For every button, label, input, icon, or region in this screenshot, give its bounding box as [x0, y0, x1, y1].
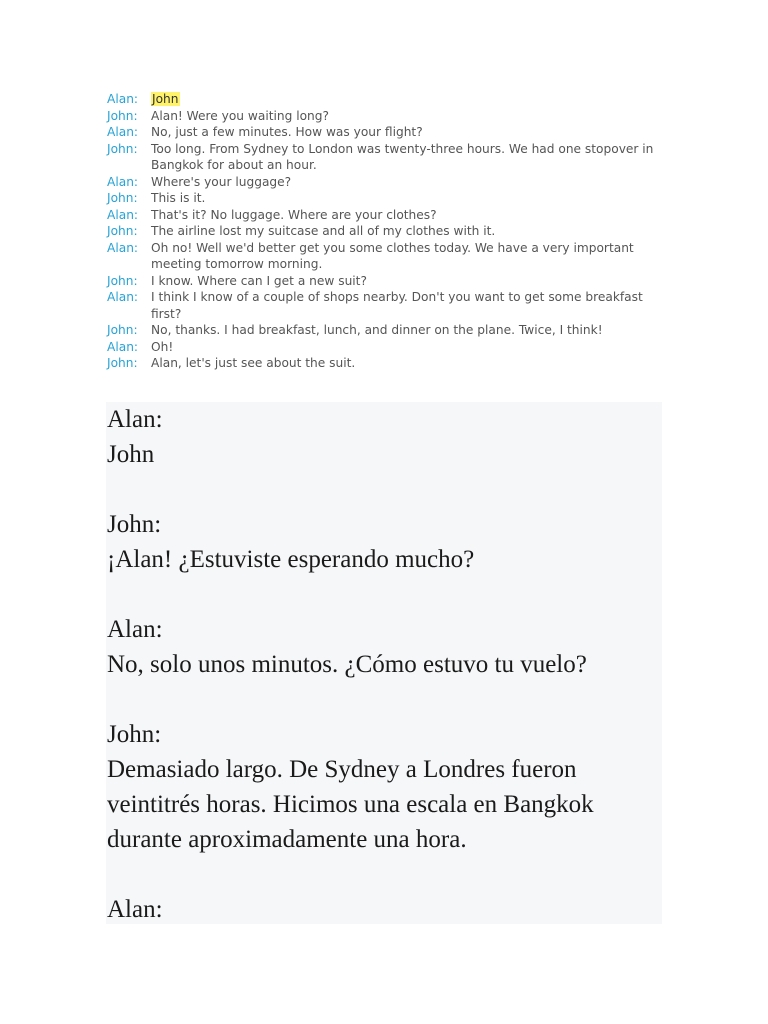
dialogue-text: I think I know of a couple of shops nearby. Don't you want to get some breakfast first? — [151, 290, 643, 321]
translation-speaker: Alan: — [107, 616, 163, 643]
speaker-label: John: — [107, 273, 138, 288]
dialogue-text: The airline lost my suitcase and all of my clothes with it. — [151, 224, 496, 238]
translation-panel — [106, 402, 662, 924]
translation-text: John — [107, 441, 155, 468]
dialogue-text: Oh no! Well we'd better get you some clothes today. We have a very important meeting tomorrow morning. — [151, 240, 634, 271]
highlighted-word[interactable]: John — [152, 92, 179, 106]
translation-speaker: Alan: — [107, 406, 163, 433]
dialogue-line — [107, 289, 667, 322]
dialogue-line — [107, 207, 667, 224]
translation-text: Demasiado largo. De Sydney a Londres fueron veintitrés horas. Hicimos una escala en Bangkok durante aproximadamente una hora. — [107, 756, 594, 853]
dialogue-text: I know. Where can I get a new suit? — [151, 273, 367, 288]
dialogue-text: Alan, let's just see about the suit. — [151, 356, 356, 370]
translation-entry — [107, 507, 660, 577]
dialogue-line — [107, 322, 667, 339]
dialogue-text: Alan! Were you waiting long? — [151, 108, 329, 123]
speaker-label: John: — [107, 191, 138, 205]
dialogue-text — [151, 91, 667, 108]
dialogue-text: No, thanks. I had breakfast, lunch, and dinner on the plane. Twice, I think! — [151, 323, 603, 337]
speaker-label: Alan: — [107, 339, 139, 354]
dialogue-text: Where's your luggage? — [151, 174, 292, 189]
dialogue-line — [107, 190, 667, 207]
speaker-label: Alan: — [107, 240, 139, 255]
speaker-label: John: — [107, 224, 138, 238]
speaker-label: Alan: — [107, 207, 139, 222]
dialogue-line — [107, 240, 667, 273]
dialogue-line — [107, 174, 667, 191]
translation-entry — [107, 402, 660, 472]
dialogue-line — [107, 141, 667, 174]
speaker-label: John: — [107, 323, 138, 337]
translation-text: No, solo unos minutos. ¿Cómo estuvo tu vuelo? — [107, 651, 587, 678]
translation-entry — [107, 717, 660, 857]
speaker-label: Alan: — [107, 92, 139, 106]
dialogue-line — [107, 91, 667, 108]
dialogue-line — [107, 223, 667, 240]
dialogue-line — [107, 273, 667, 290]
translation-entry — [107, 612, 660, 682]
dialogue-text: Oh! — [151, 339, 174, 354]
dialogue-text: That's it? No luggage. Where are your clothes? — [151, 207, 437, 222]
speaker-label: John: — [107, 141, 138, 156]
speaker-label: John: — [107, 356, 138, 370]
dialogue-line — [107, 355, 667, 372]
dialogue-text: No, just a few minutes. How was your flight? — [151, 125, 423, 139]
english-dialogue — [107, 91, 667, 372]
speaker-label: John: — [107, 108, 138, 123]
speaker-label: Alan: — [107, 174, 139, 189]
translation-text: ¡Alan! ¿Estuviste esperando mucho? — [107, 546, 475, 573]
dialogue-text: Too long. From Sydney to London was twenty-three hours. We had one stopover in Bangkok for about an hour. — [151, 141, 654, 172]
dialogue-line — [107, 339, 667, 356]
translation-speaker: John: — [107, 721, 162, 748]
dialogue-text: This is it. — [151, 191, 206, 205]
dialogue-line — [107, 108, 667, 125]
translation-entry — [107, 892, 660, 924]
dialogue-line — [107, 124, 667, 141]
speaker-label: Alan: — [107, 290, 139, 304]
speaker-label: Alan: — [107, 125, 139, 139]
translation-speaker: John: — [107, 511, 162, 538]
translation-speaker: Alan: — [107, 896, 163, 923]
